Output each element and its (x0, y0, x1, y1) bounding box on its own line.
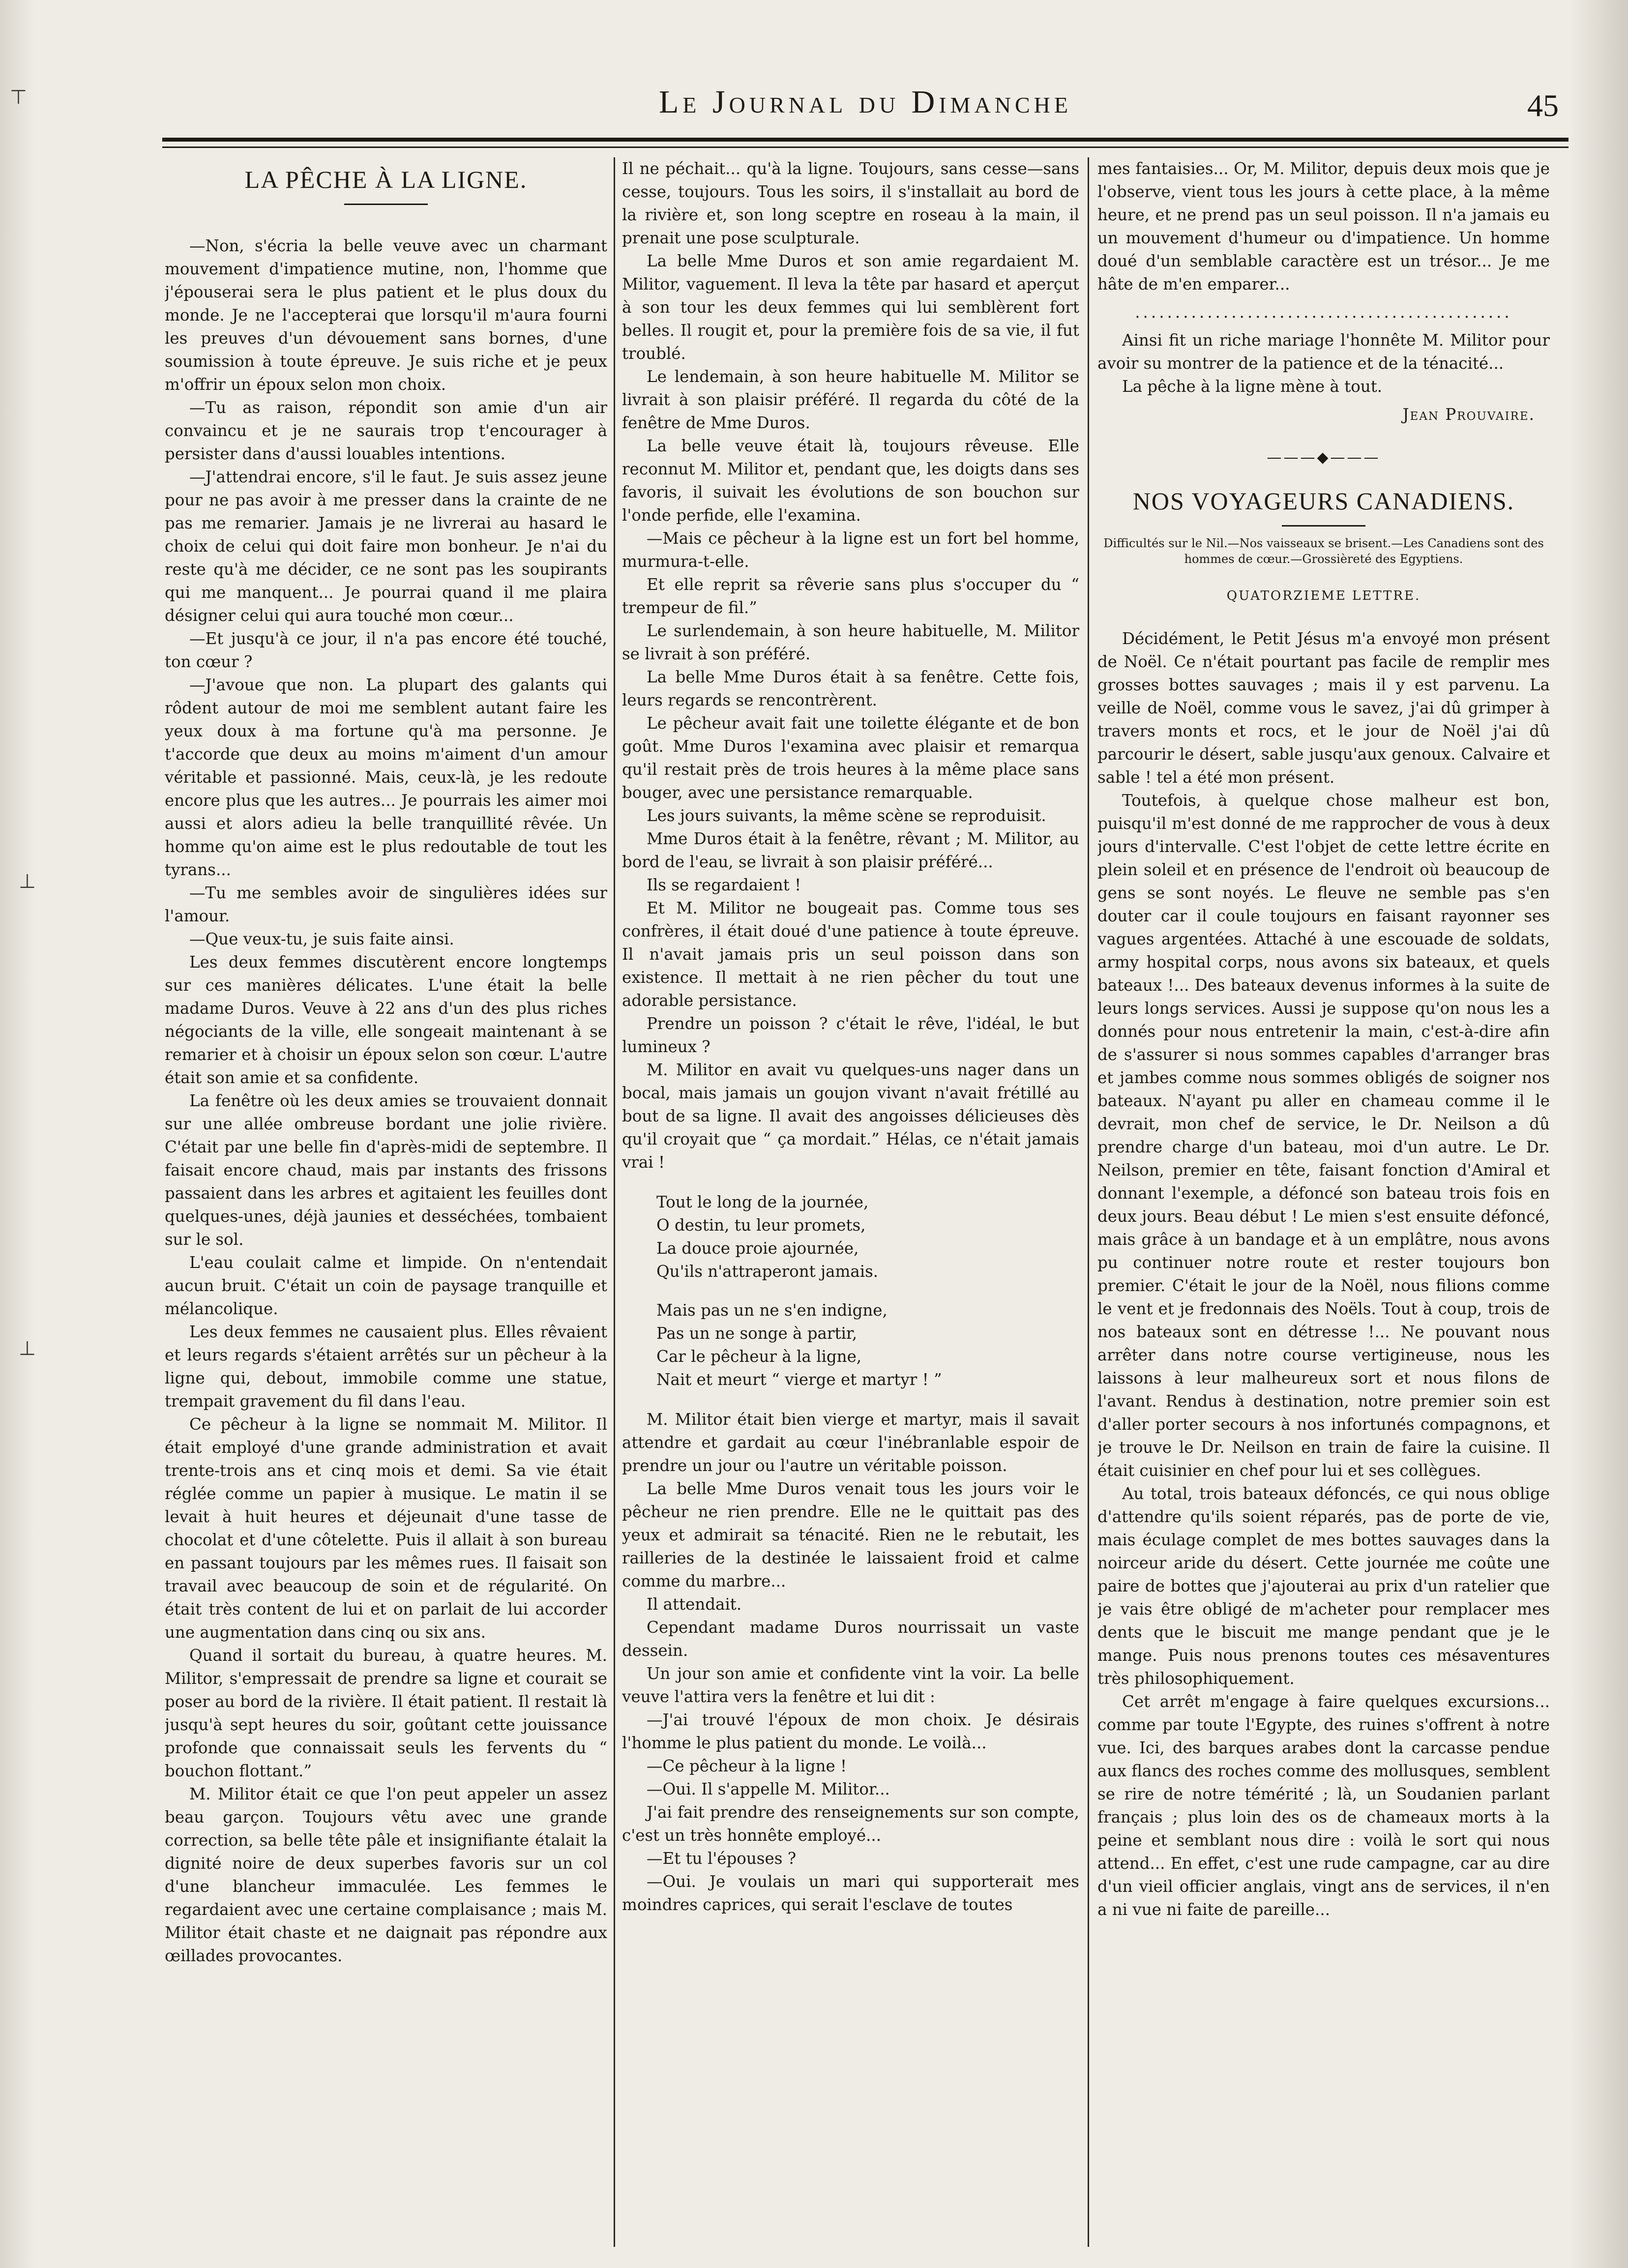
article-title: LA PÊCHE À LA LIGNE. (244, 166, 528, 193)
paragraph: —Et jusqu'à ce jour, il n'a pas encore été touché, ton cœur ? (165, 629, 607, 671)
paragraph: mes fantaisies... Or, M. Militor, depuis deux mois que je l'observe, vient tous les jours à cette place, à la même heure, et ne prend pas un seul poisson. Il n'a jamais eu un mouvement d'humeur ou d'impatience. Un homme doué d'un semblable caractère est un trésor... Je me hâte de m'en emparer... (1097, 159, 1550, 294)
paragraph: Le pêcheur avait fait une toilette élégante et de bon goût. Mme Duros l'examina avec plaisir et remarqua qu'il restait près de trois heures à la même place sans bouger, avec une persistance remarquable. (622, 714, 1079, 802)
poem (656, 1191, 1079, 1391)
margin-mark-icon: ⊥ (19, 870, 36, 893)
paragraph: M. Militor était bien vierge et martyr, mais il savait attendre et gardait au cœur l'inébranlable espoir de prendre un jour ou l'autre un véritable poisson. (622, 1410, 1079, 1475)
page-number: 45 (1527, 88, 1559, 123)
paragraph: Toutefois, à quelque chose malheur est bon, puisqu'il m'est donné de me rapprocher de vous à deux jours d'intervalle. C'est l'objet de cette lettre écrite en plein soleil et en présence de l'endroit où beaucoup de gens se sont noyés. Le fleuve ne semble pas s'en douter car il coule toujours en faisant rayonner ses vagues argentées. Attaché à une escouade de soldats, army hospital corps, nous avons six bateaux, et quels bateaux !... Des bateaux devenus informes à la suite de leurs longs services. Aussi je suppose qu'on nous les a donnés pour nous entretenir la main, c'est-à-dire afin de s'assurer si nous sommes capables d'arranger bras et jambes comme nous sommes obligés de soigner nos bateaux. N'ayant pu aller en chameau comme il le devrait, mon chef de service, le Dr. Neilson a dû prendre charge d'un bateau, moi d'un autre. Le Dr. Neilson, premier en tête, faisant fonction d'Amiral et donnant l'exemple, a défoncé son bateau trois fois en deux jours. Beau début ! Le mien s'est ensuite défoncé, mais grâce à un bandage et à un emplâtre, nous avons pu continuer notre route et rester toujours bon premier. C'était le jour de la Noël, nous filions comme le vent et je fredonnais des Noëls. Tout à coup, trois de nos bateaux sont en détresse !... Ne pouvant nous arrêter dans notre course vertigineuse, nous les laissons à leur malheureux sort et nous filons de l'avant. Rendus à destination, notre premier soin est d'aller porter secours à nos infortunés compagnons, et je trouve le Dr. Neilson en train de faire la cuisine. Il était cuisinier en chef pour lui et ses collègues. (1097, 791, 1550, 1480)
paragraph: Le lendemain, à son heure habituelle M. Militor se livrait à son plaisir préféré. Il regarda du côté de la fenêtre de Mme Duros. (622, 367, 1079, 432)
paragraph: Il ne péchait... qu'à la ligne. Toujours, sans cesse—sans cesse, toujours. Tous les soirs, il s'installait au bord de la rivière et, son long sceptre en roseau à la main, il prenait une pose sculpturale. (622, 159, 1079, 247)
paragraph: Les deux femmes discutèrent encore longtemps sur ces manières délicates. L'une était la belle madame Duros. Veuve à 22 ans d'un des plus riches négociants de la ville, elle songeait maintenant à se remarier et à choisir un époux selon son cœur. L'autre était son amie et sa confidente. (165, 953, 607, 1087)
paragraph: J'ai fait prendre des renseignements sur son compte, c'est un très honnête employé... (622, 1803, 1079, 1845)
poem-line: O destin, tu leur promets, (656, 1216, 866, 1235)
title-rule (1282, 525, 1365, 527)
poem-line: Tout le long de la journée, (656, 1193, 869, 1211)
letter-heading: QUATORZIEME LETTRE. (1226, 589, 1421, 603)
paragraph: Ainsi fit un riche mariage l'honnête M. Militor pour avoir su montrer de la patience et de la ténacité... (1097, 331, 1550, 373)
separator-dots: ............................................... (1135, 303, 1512, 322)
paragraph: M. Militor en avait vu quelques-uns nager dans un bocal, mais jamais un goujon vivant n'avait frétillé au bout de sa ligne. Il avait des angoisses délicieuses dès qu'il croyait que “ ça mordait.” Hélas, ce n'était jamais vrai ! (622, 1060, 1079, 1172)
paragraph: Prendre un poisson ? c'était le rêve, l'idéal, le but lumineux ? (622, 1014, 1079, 1056)
margin-mark-icon: ⊤ (10, 86, 27, 109)
paragraph: —Oui. Je voulais un mari qui supporterait mes moindres caprices, qui serait l'esclave de toutes (622, 1872, 1079, 1914)
section-ornament: ———◆——— (1267, 449, 1381, 466)
article-summary: Difficultés sur le Nil.—Nos vaisseaux se brisent.—Les Canadiens sont des hommes de cœur.—Grossièreté des Egyptiens. (1103, 536, 1544, 566)
paragraph: M. Militor était ce que l'on peut appeler un assez beau garçon. Toujours vêtu avec une grande correction, sa belle tête pâle et insignifiante étalait la dignité noire de deux superbes favoris sur un col d'une blancheur immaculée. Les femmes le regardaient avec une certaine complaisance ; mais M. Militor était chaste et ne daignait pas répondre aux œillades provocantes. (165, 1785, 607, 1965)
masthead-rule-thick (162, 138, 1569, 142)
paragraph: La belle Mme Duros venait tous les jours voir le pêcheur ne rien prendre. Elle ne le quittait pas des yeux et admirait sa ténacité. Rien ne le rebutait, les railleries de la destinée le laissaient froid et calme comme du marbre... (622, 1479, 1079, 1591)
paragraph: Cet arrêt m'engage à faire quelques excursions... comme par toute l'Egypte, des ruines s'offrent à notre vue. Ici, des barques arabes dont la carcasse pendue aux flancs des roches comme des mollusques, semblent se rire de notre témérité ; là, un Soudanien parlant français ; plus loin des os de chameaux morts à la peine et semblant nous dire : voilà le sort qui nous attend... En effet, c'est une rude campagne, car au dire d'un vieil officier anglais, vingt ans de services, il n'en a ni vue ni faite de pareille... (1097, 1692, 1550, 1919)
margin-mark-icon: ⊥ (19, 1337, 36, 1360)
paragraph: Et elle reprit sa rêverie sans plus s'occuper du “ trempeur de fil.” (622, 575, 1079, 617)
paragraph: La belle Mme Duros et son amie regardaient M. Militor, vaguement. Il leva la tête par hasard et aperçut à son tour les deux femmes qui lui semblèrent fort belles. Il rougit et, pour la première fois de sa vie, il fut troublé. (622, 252, 1079, 363)
column-2 (622, 157, 1079, 2247)
paragraph: —Oui. Il s'appelle M. Militor... (647, 1780, 890, 1798)
title-rule (344, 204, 428, 205)
poem-line: La douce proie ajournée, (656, 1239, 859, 1258)
paragraph: —J'attendrai encore, s'il le faut. Je suis assez jeune pour ne pas avoir à me presser dans la crainte de ne pas me remarier. Jamais je ne livrerai au hasard le choix de celui qui doit faire mon bonheur. Je n'ai du reste qu'à me décider, ce ne sont pas les soupirants qui me manquent... Je pourrai quand il me plaira désigner celui qui aura touché mon cœur... (165, 468, 607, 625)
newspaper-title: Le Journal du Dimanche (658, 84, 1072, 120)
poem-line: Qu'ils n'attraperont jamais. (656, 1262, 879, 1281)
paragraph: —Et tu l'épouses ? (647, 1849, 797, 1868)
paragraph: La pêche à la ligne mène à tout. (1122, 377, 1383, 396)
paragraph: Quand il sortait du bureau, à quatre heures. M. Militor, s'empressait de prendre sa ligne et courait se poser au bord de la rivière. Il était patient. Il restait là jusqu'à sept heures du soir, goûtant cette jouissance profonde que connaissait seuls les fervents du “ bouchon flottant.” (165, 1646, 607, 1780)
poem-line: Car le pêcheur à la ligne, (656, 1347, 862, 1366)
paragraph: La fenêtre où les deux amies se trouvaient donnait sur une allée ombreuse bordant une jolie rivière. C'était par une belle fin d'après-midi de septembre. Il faisait encore chaud, mais par instants des frissons passaient dans les arbres et agitaient les feuilles dont quelques-unes, déjà jaunies et desséchées, tombaient sur le sol. (165, 1091, 607, 1249)
paragraph: Les deux femmes ne causaient plus. Elles rêvaient et leurs regards s'étaient arrêtés sur un pêcheur à la ligne qui, debout, immobile comme une statue, trempait gravement du fil dans l'eau. (165, 1323, 607, 1411)
column-divider (1088, 157, 1089, 2247)
article-title: NOS VOYAGEURS CANADIENS. (1132, 487, 1515, 515)
paragraph: —J'ai trouvé l'époux de mon choix. Je désirais l'homme le plus patient du monde. Le voilà... (622, 1710, 1079, 1752)
paragraph: Le surlendemain, à son heure habituelle, M. Militor se livrait à son préféré. (622, 621, 1079, 663)
masthead (162, 84, 1569, 138)
column-3 (1097, 157, 1550, 2247)
paragraph: —Tu as raison, répondit son amie d'un air convaincu et je ne saurais trop t'encourager à persister dans d'aussi louables intentions. (165, 398, 607, 463)
masthead-rule-thin (162, 147, 1569, 148)
paragraph: La belle Mme Duros était à sa fenêtre. Cette fois, leurs regards se rencontrèrent. (622, 668, 1079, 709)
paragraph: L'eau coulait calme et limpide. On n'entendait aucun bruit. C'était un coin de paysage tranquille et mélancolique. (165, 1253, 607, 1318)
scan-shadow-left (0, 0, 34, 2268)
paragraph: Un jour son amie et confidente vint la voir. La belle veuve l'attira vers la fenêtre et lui dit : (622, 1664, 1079, 1706)
poem-line: Mais pas un ne s'en indigne, (656, 1301, 888, 1320)
paragraph: —Ce pêcheur à la ligne ! (647, 1757, 847, 1775)
paragraph: Cependant madame Duros nourrissait un vaste dessein. (622, 1618, 1079, 1660)
column-divider (614, 157, 615, 2247)
paragraph: Mme Duros était à la fenêtre, rêvant ; M. Militor, au bord de l'eau, se livrait à son plaisir préféré... (622, 829, 1079, 871)
paragraph: Ce pêcheur à la ligne se nommait M. Militor. Il était employé d'une grande administration et avait trente-trois ans et cinq mois et demi. Sa vie était réglée comme un papier à musique. Le matin il se levait à huit heures et déjeunait d'une tasse de chocolat et d'une côtelette. Puis il allait à son bureau en passant toujours par les mêmes rues. Il faisait son travail avec beaucoup de soin et de régularité. On était très content de lui et on parlait de lui accorder une augmentation dans cinq ou six ans. (165, 1415, 607, 1642)
paragraph: Les jours suivants, la même scène se reproduisit. (647, 806, 1046, 825)
scan-shadow-right (1569, 0, 1628, 2268)
paragraph: Au total, trois bateaux défoncés, ce qui nous oblige d'attendre qu'ils soient réparés, pas de porte de vie, mais éculage complet de mes bottes sauvages dans la noirceur aride du désert. Cette journée me coûte une paire de bottes que j'ajouterai au prix d'un ratelier que je vais être obligé de m'acheter pour remplacer mes dents que le biscuit me mange pendant que je le mange. Puis nous prenons toutes ces mésaventures très philosophiquement. (1097, 1484, 1550, 1688)
paragraph: —Que veux-tu, je suis faite ainsi. (189, 930, 454, 948)
paragraph: Décidément, le Petit Jésus m'a envoyé mon présent de Noël. Ce n'était pourtant pas facile de remplir mes grosses bottes sauvages ; mais il y est parvenu. La veille de Noël, comme vous le savez, j'ai dû grimper à travers monts et rocs, et le jour de Noël j'ai dû parcourir le désert, sable jusqu'aux genoux. Calvaire et sable ! tel a été mon présent. (1097, 629, 1550, 787)
stanza-gap (656, 1283, 1079, 1299)
author-signature: Jean Prouvaire. (1402, 405, 1535, 424)
column-1 (165, 157, 607, 2247)
paragraph: La belle veuve était là, toujours rêveuse. Elle reconnut M. Militor et, pendant que, les doigts dans ses favoris, il suivait les évolutions de son bouchon sur l'onde perfide, elle l'examina. (622, 437, 1079, 525)
paragraph: —J'avoue que non. La plupart des galants qui rôdent autour de moi me semblent autant faire les yeux doux à ma fortune qu'à ma personne. Je t'accorde que deux au moins m'aiment d'un amour véritable et passionné. Mais, ceux-là, je les redoute encore plus que les autres... Je pourrais les aimer moi aussi et alors adieu la belle tranquillité rêvée. Un homme qu'on aime est le plus redoutable de tout les tyrans... (165, 676, 607, 879)
poem-line: Nait et meurt “ vierge et martyr ! ” (656, 1370, 942, 1389)
paragraph: Et M. Militor ne bougeait pas. Comme tous ses confrères, il était doué d'une patience à toute épreuve. Il n'avait jamais pris un seul poisson dans son existence. Il mettait à ne rien pêcher du tout une adorable persistance. (622, 899, 1079, 1010)
paragraph: —Mais ce pêcheur à la ligne est un fort bel homme, murmura-t-elle. (622, 529, 1079, 571)
paragraph: —Non, s'écria la belle veuve avec un charmant mouvement d'impatience mutine, non, l'homme que j'épouserai sera le plus patient et le plus doux du monde. Je ne l'accepterai que lorsqu'il m'aura fourni les preuves d'un dévouement sans bornes, d'une soumission à toute épreuve. Je suis riche et je peux m'offrir un époux selon mon choix. (165, 236, 607, 394)
paragraph: —Tu me sembles avoir de singulières idées sur l'amour. (165, 884, 607, 925)
paragraph: Il attendait. (647, 1595, 742, 1614)
paragraph: Ils se regardaient ! (647, 876, 801, 894)
poem-line: Pas un ne songe à partir, (656, 1324, 858, 1343)
